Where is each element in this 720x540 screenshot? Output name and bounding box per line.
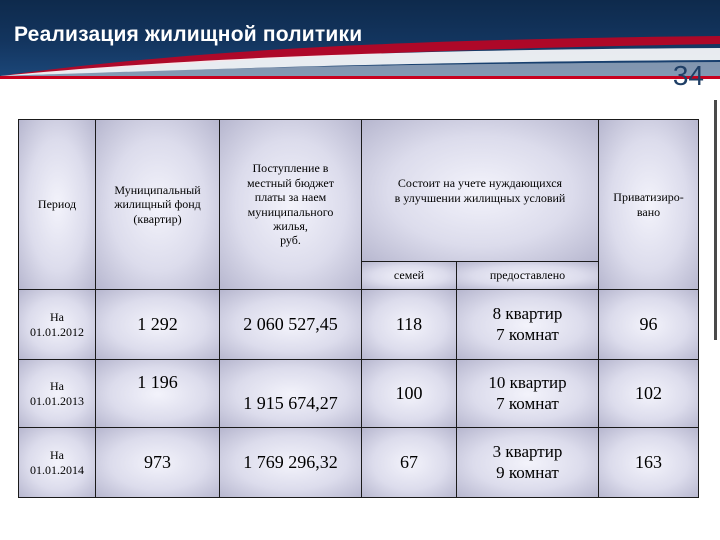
table-row xyxy=(19,290,699,360)
table-row xyxy=(19,428,699,498)
page-number: 34 xyxy=(672,60,704,91)
cell-privatized: 96 xyxy=(599,290,699,360)
header-housing-fund: Муниципальный жилищный фонд (квартир) xyxy=(96,120,220,290)
header-waiting-list: Состоит на учете нуждающихся в улучшении жилищных условий xyxy=(362,120,599,262)
header-provided: предоставлено xyxy=(457,262,599,290)
slide-title: Реализация жилищной политики xyxy=(14,23,363,46)
cell-housing-fund: 1 196 xyxy=(96,360,220,428)
cell-budget-income: 2 060 527,45 xyxy=(220,290,362,360)
cell-period: На 01.01.2013 xyxy=(19,360,96,428)
cell-housing-fund: 1 292 xyxy=(96,290,220,360)
cell-budget-income: 1 769 296,32 xyxy=(220,428,362,498)
cell-housing-fund: 973 xyxy=(96,428,220,498)
cell-budget-income: 1 915 674,27 xyxy=(220,360,362,428)
cell-families: 100 xyxy=(362,360,457,428)
header-budget-income: Поступление в местный бюджет платы за наем муниципального жилья, руб. xyxy=(220,120,362,290)
cell-provided: 3 квартир 9 комнат xyxy=(457,428,599,498)
cell-families: 118 xyxy=(362,290,457,360)
header-privatized: Приватизиро- вано xyxy=(599,120,699,290)
header-families: семей xyxy=(362,262,457,290)
cell-provided: 10 квартир 7 комнат xyxy=(457,360,599,428)
cell-families: 67 xyxy=(362,428,457,498)
title-bar xyxy=(0,0,720,76)
housing-policy-table xyxy=(18,119,699,498)
table-header-row xyxy=(19,120,699,262)
table-row xyxy=(19,360,699,428)
side-rule xyxy=(714,100,717,340)
header-period: Период xyxy=(19,120,96,290)
cell-privatized: 102 xyxy=(599,360,699,428)
cell-provided: 8 квартир 7 комнат xyxy=(457,290,599,360)
cell-period: На 01.01.2012 xyxy=(19,290,96,360)
cell-privatized: 163 xyxy=(599,428,699,498)
cell-period: На 01.01.2014 xyxy=(19,428,96,498)
header-divider xyxy=(0,76,720,79)
